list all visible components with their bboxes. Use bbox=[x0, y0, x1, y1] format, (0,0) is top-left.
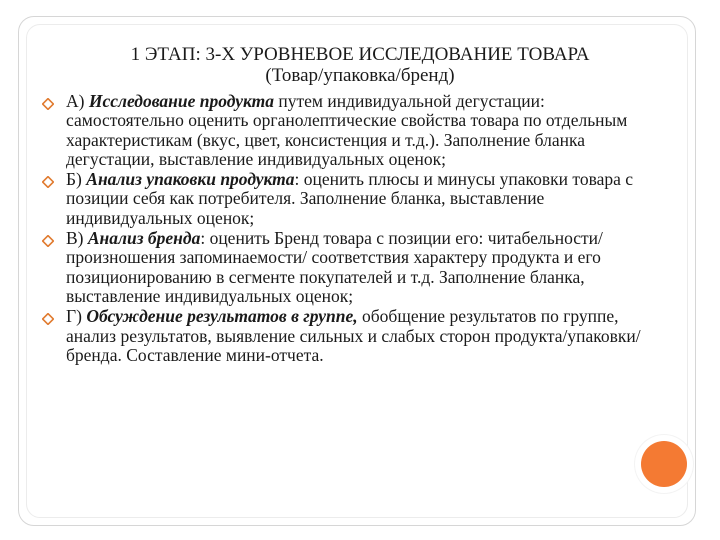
bullet-list bbox=[42, 92, 642, 366]
item-text: путем индивидуальной дегустации: самостоятельно оценить органолептические свойства товара по отдельным характеристикам (вкус, цвет, консистенция и т.д.). Заполнение бланка дегустации, выставление индивидуальных оценок; bbox=[66, 91, 628, 169]
hollow-diamond-icon bbox=[42, 313, 54, 325]
title-main: 3-Х УРОВНЕВОЕ ИССЛЕДОВАНИЕ ТОВАРА bbox=[205, 44, 590, 65]
item-marker: Б) bbox=[66, 169, 87, 190]
list-item bbox=[42, 229, 642, 306]
item-marker: Г) bbox=[66, 306, 87, 327]
title-prefix: 1 ЭТАП: bbox=[130, 44, 206, 65]
item-emphasis: Анализ бренда bbox=[87, 228, 201, 249]
slide-title bbox=[40, 44, 680, 86]
item-marker: А) bbox=[66, 91, 89, 111]
hollow-diamond-icon bbox=[42, 176, 54, 188]
hollow-diamond-icon bbox=[42, 98, 54, 110]
item-emphasis: Исследование продукта bbox=[88, 91, 274, 111]
list-item bbox=[42, 92, 642, 169]
item-text: : оценить Бренд товара с позиции его: читабельности/произношения запоминаемости/ соответствия характеру продукта и его позиционированию в сегменте покупателей и т.д. Заполнение бланка, выставление индивидуальных оценок; bbox=[66, 228, 603, 306]
item-emphasis: Анализ упаковки продукта bbox=[86, 169, 295, 190]
hollow-diamond-icon bbox=[42, 235, 54, 247]
item-marker: В) bbox=[66, 228, 88, 249]
item-text: обобщение результатов по группе, анализ результатов, выявление сильных и слабых сторон продукта/упаковки/бренда. Составление мини-отчета. bbox=[66, 306, 641, 365]
title-subtitle: (Товар/упаковка/бренд) bbox=[265, 65, 455, 86]
item-text: : оценить плюсы и минусы упаковки товара с позиции себя как потребителя. Заполнение бланка, выставление индивидуальных оценок; bbox=[66, 169, 634, 228]
item-emphasis: Обсуждение результатов в группе, bbox=[86, 306, 358, 327]
decorative-circle bbox=[641, 441, 687, 487]
list-item bbox=[42, 170, 642, 228]
list-item bbox=[42, 307, 642, 365]
